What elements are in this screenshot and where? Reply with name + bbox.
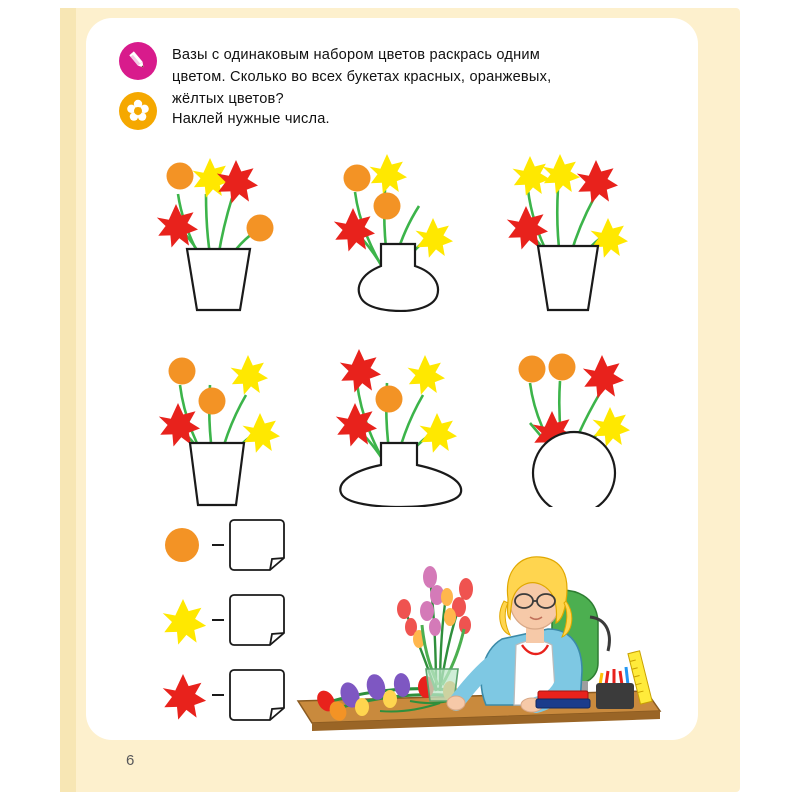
- bouquet-5: [315, 327, 490, 507]
- red-star-icon: [160, 666, 208, 724]
- woman-at-desk-with-flowers: [290, 505, 670, 740]
- equals-dash: [212, 544, 224, 546]
- equals-dash: [212, 694, 224, 696]
- bouquet-3: [490, 132, 665, 312]
- equals-dash: [212, 619, 224, 621]
- page-number: 6: [126, 752, 135, 769]
- bouquet-6: [490, 327, 665, 507]
- instruction-line-3: жёлтых цветов?: [172, 91, 284, 107]
- pencil-icon: [119, 42, 157, 80]
- instruction-text-secondary: Наклей нужные числа.: [172, 111, 330, 127]
- bouquet-4: [140, 327, 315, 507]
- yellow-star-icon: [160, 591, 208, 649]
- instruction-text-primary: [172, 44, 604, 110]
- instruction-line-2: цветом. Сколько во всех букетах красных, оранжевых,: [172, 69, 552, 85]
- sticker-slot-orange[interactable]: [228, 518, 286, 572]
- orange-circle-icon: [160, 516, 208, 574]
- instruction-line-1: Вазы с одинаковым набором цветов раскрась одним: [172, 47, 540, 63]
- bouquet-1: [140, 132, 315, 312]
- bouquet-2: [315, 132, 490, 312]
- sticker-slot-red[interactable]: [228, 668, 286, 722]
- flower-icon: [119, 92, 157, 130]
- page-binding-edge: [60, 8, 76, 792]
- sticker-slot-yellow[interactable]: [228, 593, 286, 647]
